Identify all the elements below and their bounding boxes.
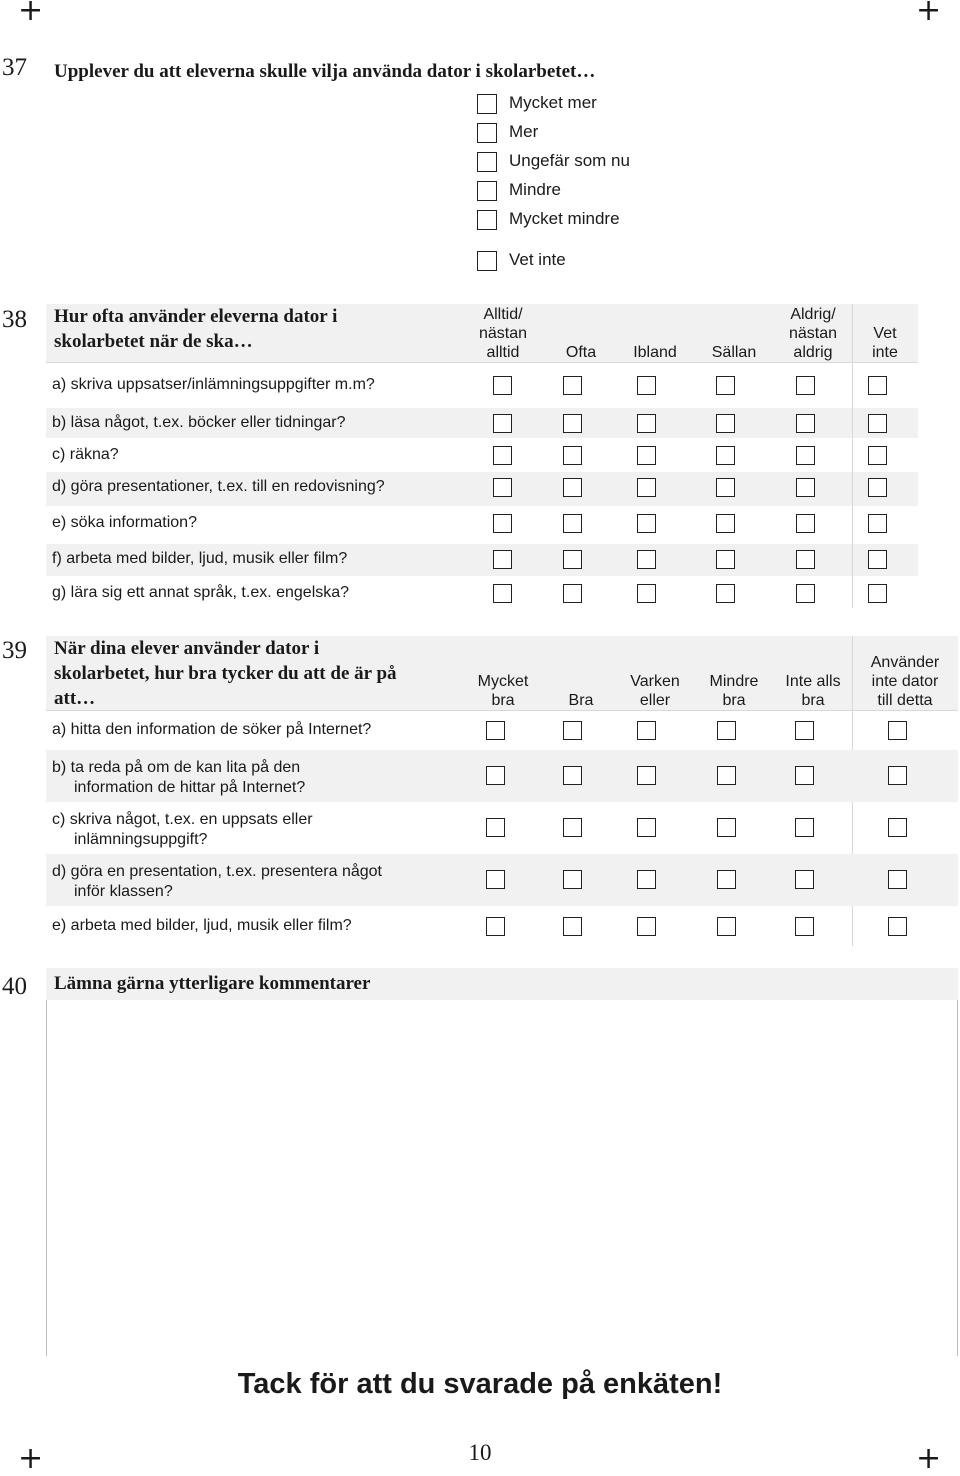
question-number-39: 39 — [2, 637, 27, 664]
q38-answer-checkbox[interactable] — [563, 478, 582, 497]
q38-answer-checkbox[interactable] — [796, 514, 815, 533]
q38-answer-checkbox[interactable] — [868, 550, 887, 569]
q38-answer-checkbox[interactable] — [493, 584, 512, 603]
q38-answer-checkbox[interactable] — [493, 414, 512, 433]
q38-row-label: d) göra presentationer, t.ex. till en redovisning? — [52, 478, 385, 495]
q38-row-label: e) söka information? — [52, 514, 197, 531]
q37-option-checkbox[interactable] — [477, 94, 497, 114]
q37-option-checkbox[interactable] — [477, 210, 497, 230]
question-title-39-line1: När dina elever använder dator i — [54, 638, 320, 659]
q38-row-label: b) läsa något, t.ex. böcker eller tidningar? — [52, 414, 346, 431]
q38-answer-checkbox[interactable] — [716, 514, 735, 533]
q38-answer-checkbox[interactable] — [493, 514, 512, 533]
q38-answer-checkbox[interactable] — [868, 414, 887, 433]
q37-option-checkbox[interactable] — [477, 152, 497, 172]
q38-column-header: Alltid/ — [483, 306, 523, 323]
q38-row-label: a) skriva uppsatser/inlämningsuppgifter m.m? — [52, 376, 375, 393]
q38-answer-checkbox[interactable] — [716, 414, 735, 433]
q38-answer-checkbox[interactable] — [796, 584, 815, 603]
crop-mark-top-right: + — [916, 0, 942, 28]
q39-column-header: Bra — [568, 692, 594, 709]
q39-answer-checkbox[interactable] — [486, 917, 505, 936]
q38-answer-checkbox[interactable] — [563, 550, 582, 569]
q39-answer-checkbox[interactable] — [717, 721, 736, 740]
q38-answer-checkbox[interactable] — [493, 478, 512, 497]
q37-option-checkbox[interactable] — [477, 251, 497, 271]
q37-option-checkbox[interactable] — [477, 123, 497, 143]
q38-answer-checkbox[interactable] — [868, 584, 887, 603]
q38-answer-checkbox[interactable] — [637, 478, 656, 497]
question-title-39-line2: skolarbetet, hur bra tycker du att de är på — [54, 663, 397, 684]
q37-option-label: Mycket mindre — [509, 209, 620, 228]
q39-column-header: Använder — [870, 654, 940, 671]
q39-answer-checkbox[interactable] — [563, 870, 582, 889]
q39-column-header: Varken — [630, 673, 680, 690]
q38-answer-checkbox[interactable] — [716, 584, 735, 603]
q39-answer-checkbox[interactable] — [486, 721, 505, 740]
q38-answer-checkbox[interactable] — [868, 446, 887, 465]
question-title-39-line3: att… — [54, 688, 96, 709]
q38-answer-checkbox[interactable] — [563, 446, 582, 465]
q37-option-label: Mindre — [509, 180, 561, 199]
q38-answer-checkbox[interactable] — [637, 446, 656, 465]
q39-answer-checkbox[interactable] — [795, 766, 814, 785]
q39-row-label: a) hitta den information de söker på Internet? — [52, 721, 372, 738]
page-number: 10 — [468, 1440, 492, 1465]
q39-answer-checkbox[interactable] — [563, 818, 582, 837]
q39-row-label: e) arbeta med bilder, ljud, musik eller film? — [52, 917, 352, 934]
q38-header-rule — [46, 362, 918, 363]
q37-option-label: Mycket mer — [509, 93, 597, 112]
q38-answer-checkbox[interactable] — [796, 446, 815, 465]
q39-row-label: d) göra en presentation, t.ex. presentera något — [52, 863, 382, 880]
q39-answer-checkbox[interactable] — [637, 870, 656, 889]
q38-column-header: aldrig — [793, 344, 833, 361]
thank-you-message: Tack för att du svarade på enkäten! — [237, 1368, 723, 1400]
q39-answer-checkbox[interactable] — [795, 818, 814, 837]
q38-answer-checkbox[interactable] — [637, 514, 656, 533]
question-number-37: 37 — [2, 54, 27, 81]
q38-column-header: Aldrig/ — [790, 306, 836, 323]
q38-column-header: Sällan — [711, 344, 757, 361]
q38-answer-checkbox[interactable] — [637, 376, 656, 395]
q38-column-header: Ofta — [565, 344, 597, 361]
q39-answer-checkbox[interactable] — [637, 721, 656, 740]
q38-answer-checkbox[interactable] — [493, 550, 512, 569]
q38-answer-checkbox[interactable] — [637, 414, 656, 433]
q39-row-label: c) skriva något, t.ex. en uppsats eller — [52, 811, 313, 828]
q38-column-header: alltid — [486, 344, 520, 361]
crop-mark-top-left: + — [18, 0, 44, 28]
q38-answer-checkbox[interactable] — [493, 376, 512, 395]
q38-column-header: nästan — [788, 325, 838, 342]
q38-answer-checkbox[interactable] — [493, 446, 512, 465]
q39-answer-checkbox[interactable] — [888, 721, 907, 740]
q39-answer-checkbox[interactable] — [717, 870, 736, 889]
q38-row-label: c) räkna? — [52, 446, 119, 463]
question-title-38-line1: Hur ofta använder eleverna dator i — [54, 306, 338, 327]
q39-answer-checkbox[interactable] — [795, 870, 814, 889]
q38-column-header: Ibland — [633, 344, 677, 361]
q38-column-header: nästan — [478, 325, 528, 342]
q38-answer-checkbox[interactable] — [868, 376, 887, 395]
q39-answer-checkbox[interactable] — [888, 870, 907, 889]
q38-answer-checkbox[interactable] — [563, 514, 582, 533]
q38-row-label: g) lära sig ett annat språk, t.ex. engelska? — [52, 584, 350, 601]
q39-column-header: Mindre — [709, 673, 759, 690]
comment-box[interactable] — [46, 1000, 958, 1356]
q38-column-header: Vet — [873, 325, 897, 342]
q39-column-header: bra — [491, 692, 515, 709]
q39-answer-checkbox[interactable] — [637, 917, 656, 936]
q39-answer-checkbox[interactable] — [486, 870, 505, 889]
q38-answer-checkbox[interactable] — [637, 550, 656, 569]
question-number-38: 38 — [2, 306, 27, 333]
q39-answer-checkbox[interactable] — [795, 721, 814, 740]
q37-option-checkbox[interactable] — [477, 181, 497, 201]
q38-answer-checkbox[interactable] — [716, 550, 735, 569]
q39-answer-checkbox[interactable] — [888, 818, 907, 837]
q38-answer-checkbox[interactable] — [637, 584, 656, 603]
q39-answer-checkbox[interactable] — [717, 766, 736, 785]
q39-row-label-cont: inlämningsuppgift? — [74, 831, 208, 848]
q37-option-label: Mer — [509, 122, 539, 141]
q39-column-header: bra — [722, 692, 746, 709]
q39-header-rule — [46, 710, 958, 711]
q39-column-header: inte dator — [871, 673, 939, 690]
q38-answer-checkbox[interactable] — [563, 414, 582, 433]
q38-answer-checkbox[interactable] — [796, 376, 815, 395]
q39-column-header: till detta — [877, 692, 933, 709]
q38-answer-checkbox[interactable] — [716, 478, 735, 497]
q39-row-label: b) ta reda på om de kan lita på den — [52, 759, 301, 776]
q39-column-header: Mycket — [477, 673, 529, 690]
q39-answer-checkbox[interactable] — [486, 766, 505, 785]
q39-answer-checkbox[interactable] — [795, 917, 814, 936]
q38-answer-checkbox[interactable] — [716, 446, 735, 465]
q39-answer-checkbox[interactable] — [888, 917, 907, 936]
q39-column-header: eller — [639, 692, 671, 709]
q39-answer-checkbox[interactable] — [563, 766, 582, 785]
q37-option-label: Vet inte — [509, 250, 566, 269]
q39-row-label-cont: inför klassen? — [74, 883, 173, 900]
question-title-40: Lämna gärna ytterligare kommentarer — [54, 973, 371, 994]
q39-answer-checkbox[interactable] — [637, 766, 656, 785]
q38-answer-checkbox[interactable] — [868, 478, 887, 497]
q38-answer-checkbox[interactable] — [796, 414, 815, 433]
q39-answer-checkbox[interactable] — [486, 818, 505, 837]
q38-answer-checkbox[interactable] — [796, 550, 815, 569]
question-title-37: Upplever du att eleverna skulle vilja använda dator i skolarbetet… — [54, 61, 596, 82]
q39-column-header: Inte alls — [785, 673, 841, 690]
q39-answer-checkbox[interactable] — [717, 818, 736, 837]
q39-row-label-cont: information de hittar på Internet? — [74, 779, 306, 796]
q38-answer-checkbox[interactable] — [796, 478, 815, 497]
q38-answer-checkbox[interactable] — [716, 376, 735, 395]
q39-answer-checkbox[interactable] — [717, 917, 736, 936]
q38-right-rule — [852, 304, 853, 608]
q39-answer-checkbox[interactable] — [888, 766, 907, 785]
q39-answer-checkbox[interactable] — [563, 917, 582, 936]
q39-answer-checkbox[interactable] — [563, 721, 582, 740]
q37-option-label: Ungefär som nu — [509, 151, 630, 170]
question-number-40: 40 — [2, 973, 27, 1000]
crop-mark-bottom-left: + — [18, 1441, 44, 1476]
q39-column-header: bra — [801, 692, 825, 709]
q38-row-label: f) arbeta med bilder, ljud, musik eller film? — [52, 550, 348, 567]
q39-answer-checkbox[interactable] — [637, 818, 656, 837]
q38-answer-checkbox[interactable] — [563, 584, 582, 603]
q38-answer-checkbox[interactable] — [868, 514, 887, 533]
question-title-38-line2: skolarbetet när de ska… — [54, 331, 253, 352]
crop-mark-bottom-right: + — [916, 1441, 942, 1476]
q38-column-header: inte — [872, 344, 898, 361]
q38-answer-checkbox[interactable] — [563, 376, 582, 395]
